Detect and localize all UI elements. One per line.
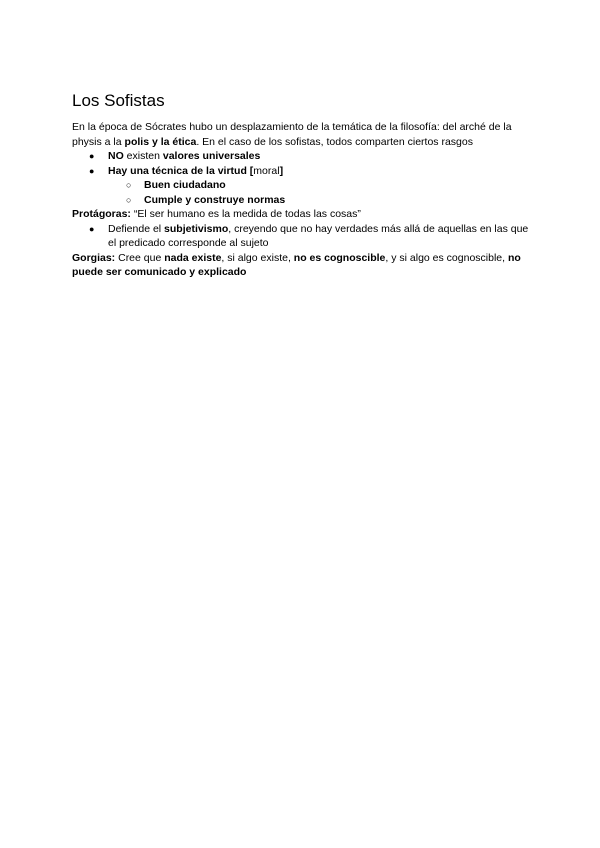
- gorgias-paragraph: [72, 251, 532, 280]
- rasgo1-bold-2: valores universales: [162, 150, 261, 162]
- protagoras-label: Protágoras:: [72, 208, 131, 220]
- sub1-bold: Buen ciudadano: [144, 179, 226, 191]
- bullet-circle-icon: ○: [126, 194, 132, 205]
- protagoras-paragraph: [72, 207, 532, 222]
- intro-bold-1: polis y la ética: [124, 135, 197, 148]
- list-item: [72, 149, 532, 164]
- gorgias-bold-2: no es cognoscible: [293, 251, 386, 264]
- list-item: [72, 222, 532, 251]
- protagoras-item-bold: subjetivismo: [164, 222, 229, 235]
- gorgias-label: Gorgias:: [72, 251, 116, 264]
- protagoras-item-text-2: , creyendo que no hay verdades más allá de aquellas en las que el predicado corresponde al sujeto: [108, 222, 529, 249]
- rasgo2-bold-2: ]: [279, 164, 284, 177]
- bullet-dot-icon: ●: [89, 223, 95, 234]
- bullet-circle-icon: ○: [126, 180, 132, 190]
- protagoras-item-text-1: Defiende el: [108, 222, 165, 235]
- intro-text-2: . En el caso de los sofistas, todos comparten ciertos rasgos: [196, 135, 473, 148]
- intro-text-1: En la época de Sócrates hubo un desplazamiento de la temática de la filosofía: del arché de la physis a la: [72, 121, 512, 148]
- gorgias-bold-1: nada existe: [164, 251, 222, 264]
- gorgias-text-3: , y si algo es cognoscible,: [385, 251, 508, 264]
- protagoras-quote: “El ser humano es la medida de todas las cosas”: [130, 208, 361, 220]
- protagoras-list: [72, 222, 532, 251]
- sub2-bold: Cumple y construye normas: [144, 193, 286, 206]
- bullet-dot-icon: ●: [89, 151, 95, 161]
- document-page: [72, 90, 532, 280]
- page-title: Los Sofistas: [72, 91, 165, 110]
- rasgo1-bold-1: NO: [108, 150, 124, 162]
- list-item: [72, 178, 532, 193]
- gorgias-text-1: Cree que: [115, 251, 165, 264]
- intro-paragraph: [72, 120, 532, 149]
- gorgias-text-2: , si algo existe,: [221, 251, 294, 264]
- rasgo1-text-1: existen: [123, 150, 163, 162]
- gorgias-bold-3: no puede ser comunicado y explicado: [72, 251, 521, 278]
- bullet-dot-icon: ●: [89, 165, 95, 176]
- list-item: [72, 193, 532, 208]
- list-item: [72, 164, 532, 179]
- rasgo2-bold-1: Hay una técnica de la virtud [: [108, 164, 254, 177]
- rasgo2-text-1: moral: [253, 164, 280, 177]
- rasgos-list: [72, 149, 532, 207]
